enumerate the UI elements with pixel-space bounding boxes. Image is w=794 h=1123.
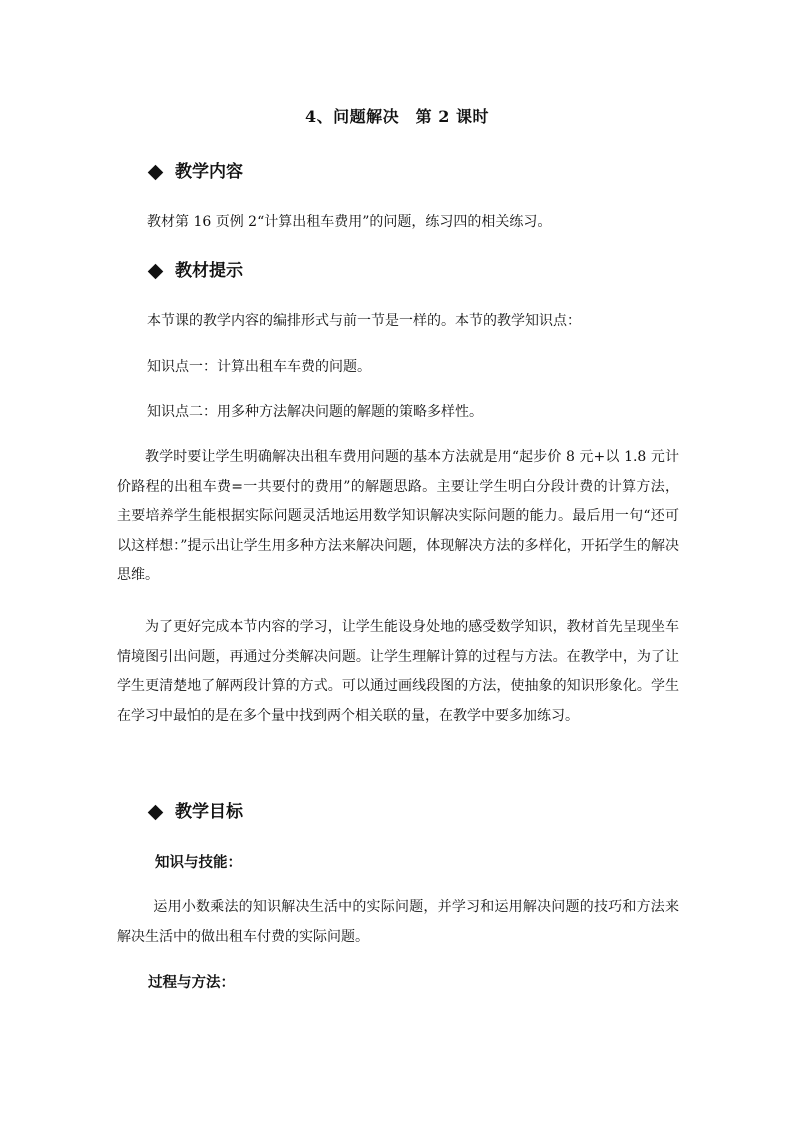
content-line: 知识点二：用多种方法解决问题的解题的策略多样性。 (147, 404, 483, 420)
section-heading-label: 教材提示 (175, 261, 243, 281)
section-heading-label: 教学内容 (175, 162, 243, 182)
subsection-label: 过程与方法： (148, 974, 235, 991)
body-paragraph: 教学时要让学生明确解决出租车费用问题的基本方法就是用“起步价 8 元+以 1.8 元计价路程的出租车费=一共要付的费用”的解题思路。主要让学生明白分段计费的计算方法，主要培养学生能根据实际问题灵活地运用数学知识解决实际问题的能力。最后用一句“还可以这样想：”提示出让学生用多种方法来解决问题，体现解决方法的多样化，开拓学生的解决思维。 (117, 449, 679, 584)
diamond-bullet-icon (148, 263, 164, 279)
content-line: 本节课的教学内容的编排形式与前一节是一样的。本节的教学知识点： (147, 313, 581, 329)
section-heading-teaching-goals (150, 802, 650, 822)
page-title: 4、问题解决 第 2 课时 (305, 107, 489, 126)
section-heading-label: 教学目标 (175, 802, 243, 822)
content-line: 教材第 16 页例 2“计算出租车费用”的问题，练习四的相关练习。 (147, 214, 552, 230)
body-paragraph: 运用小数乘法的知识解决生活中的实际问题，并学习和运用解决问题的技巧和方法来解决生活中的做出租车付费的实际问题。 (117, 899, 679, 945)
body-paragraph: 为了更好完成本节内容的学习，让学生能设身处地的感受数学知识，教材首先呈现坐车情境图引出问题，再通过分类解决问题。让学生理解计算的过程与方法。在教学中，为了让学生更清楚地了解两段计算的方式。可以通过画线段图的方法，使抽象的知识形象化。学生在学习中最怕的是在多个量中找到两个相关联的量，在教学中要多加练习。 (117, 619, 679, 724)
diamond-bullet-icon (148, 164, 164, 180)
section-heading-teaching-content (150, 162, 650, 182)
content-line: 知识点一：计算出租车车费的问题。 (147, 359, 371, 375)
subsection-label: 知识与技能： (155, 854, 242, 871)
diamond-bullet-icon (148, 804, 164, 820)
section-heading-textbook-tips (150, 261, 650, 281)
